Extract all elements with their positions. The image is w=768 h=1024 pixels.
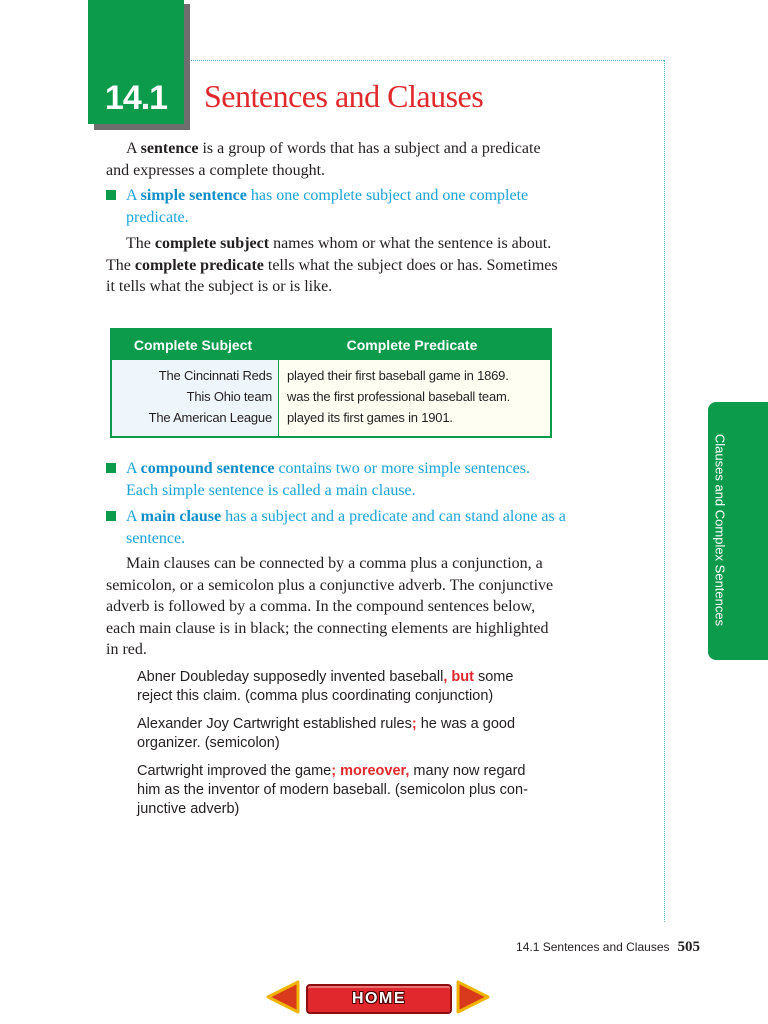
term-complete-predicate: complete predicate: [134, 256, 264, 274]
running-head: 14.1 Sentences and Clauses: [516, 940, 670, 954]
table-cell-predicate: was the first professional baseball team.: [287, 389, 511, 404]
bullet-compound-sentence: A compound sentence contains two or more simple sentences. Each simple sentence is called a main clause.: [106, 458, 562, 501]
table-cell-subject: This Ohio team: [186, 389, 272, 404]
bullet-main-clause: A main clause has a subject and a predicate and can stand alone as a sentence.: [106, 506, 572, 549]
table-cell-subject: The Cincinnati Reds: [158, 368, 272, 383]
connector-highlight: ; moreover,: [331, 763, 410, 779]
section-number: 14.1: [104, 79, 168, 117]
term-complete-subject: complete subject: [154, 235, 270, 252]
bullet-simple-sentence: A simple sentence has one complete subject and one complete predicate.: [106, 185, 562, 228]
page-title: Sentences and Clauses: [204, 78, 484, 114]
main-clauses-paragraph: Main clauses can be connected by a comma plus a conjunction, a semicolon, or a semicolon plus a conjunctive adverb. The conjunctive adverb is followed by a comma. In the compound sentences below, each main clause is in black; the connecting elements are highlighted in red.: [106, 555, 554, 658]
next-page-arrow-icon[interactable]: [456, 980, 490, 1014]
connector-highlight: , but: [443, 669, 474, 685]
frame-top-rule: [186, 60, 664, 61]
predicate-column: [279, 360, 550, 436]
table-cell-predicate: played their first baseball game in 1869.: [287, 368, 509, 383]
term-simple-sentence: simple sentence: [140, 187, 247, 204]
frame-right-rule: [664, 60, 665, 922]
bullet-square-icon: [106, 463, 116, 473]
subject-predicate-paragraph: The complete subject names whom or what the sentence is about. The complete predicate tells what the subject does or has. Sometimes it tells what the subject is or is like.: [106, 235, 558, 295]
example-sentence: Cartwright improved the game; moreover, many now regard him as the inventor of modern baseball. (semicolon plus con-junctive adverb): [137, 763, 528, 817]
term-sentence: sentence: [140, 140, 199, 157]
table-body: [112, 360, 550, 436]
section-number-tab: [88, 0, 184, 124]
example-sentence: Alexander Joy Cartwright established rules; he was a good organizer. (semicolon): [137, 716, 516, 751]
subject-column: [112, 360, 279, 436]
home-button[interactable]: [306, 984, 452, 1014]
home-button-label: HOME: [352, 990, 406, 1007]
example-sentence: Abner Doubleday supposedly invented baseball, but some reject this claim. (comma plus coordinating conjunction): [137, 669, 514, 704]
term-main-clause: main clause: [140, 508, 222, 525]
table-header-predicate: Complete Predicate: [346, 337, 478, 353]
table-cell-predicate: played its first games in 1901.: [287, 410, 453, 425]
chapter-side-label: Clauses and Complex Sentences: [712, 433, 728, 627]
page-number: 505: [677, 939, 700, 955]
bullet-square-icon: [106, 190, 116, 200]
connector-highlight: ;: [411, 716, 417, 732]
subject-predicate-table: [110, 328, 552, 438]
term-compound-sentence: compound sentence: [140, 460, 275, 477]
table-header-row: [112, 330, 550, 360]
previous-page-arrow-icon[interactable]: [266, 980, 300, 1014]
intro-paragraph: A sentence is a group of words that has a subject and a predicate and expresses a complete thought.: [106, 140, 541, 179]
bullet-square-icon: [106, 511, 116, 521]
table-cell-subject: The American League: [148, 410, 272, 425]
page-footer: [516, 939, 700, 956]
table-header-subject: Complete Subject: [133, 337, 253, 353]
